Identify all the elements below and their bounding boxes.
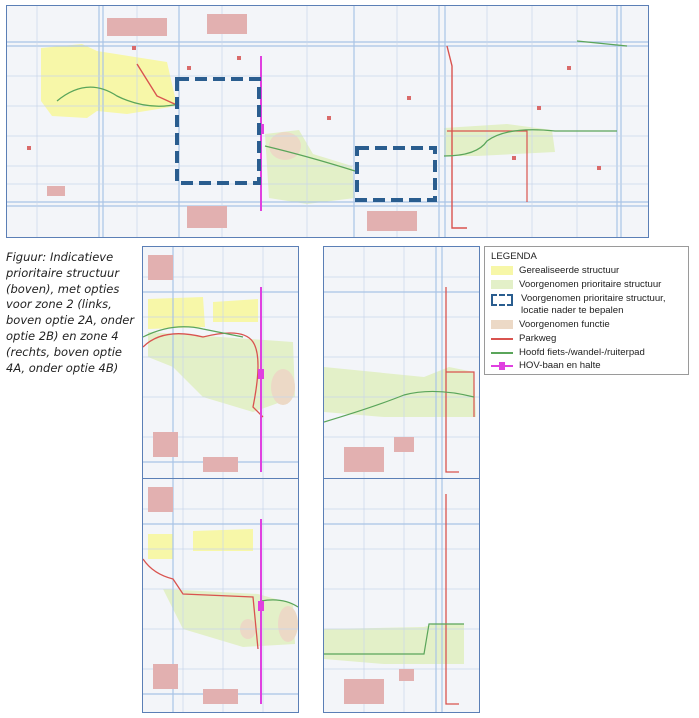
swatch-green <box>491 280 513 289</box>
map-legend <box>484 246 689 375</box>
map-option-4b <box>323 478 480 713</box>
legend-title: LEGENDA <box>491 251 537 262</box>
legend-item-voorgenomen <box>491 279 661 291</box>
planned-area-east <box>444 124 555 156</box>
map-option-2a <box>142 246 299 480</box>
map-option-2b <box>142 478 299 713</box>
legend-item-functie <box>491 319 610 331</box>
swatch-dashed-box <box>491 294 513 306</box>
legend-item-gerealiseerd <box>491 265 619 277</box>
legend-label: Voorgenomen prioritaire structuur <box>519 279 662 290</box>
legend-label: Parkweg <box>519 333 557 344</box>
legend-label: locatie nader te bepalen <box>521 304 624 316</box>
legend-label: Voorgenomen functie <box>519 319 610 330</box>
legend-label: Gerealiseerde structuur <box>519 265 620 276</box>
map-option-4b-svg <box>324 479 479 712</box>
swatch-tan <box>491 320 513 329</box>
legend-item-dashed <box>491 293 666 317</box>
map-option-4a <box>323 246 480 480</box>
swatch-red-line <box>491 338 513 340</box>
map-option-4a-svg <box>324 247 479 479</box>
legend-item-fietspad <box>491 347 645 359</box>
swatch-yellow <box>491 266 513 275</box>
legend-item-parkweg <box>491 333 556 345</box>
swatch-green-line <box>491 352 513 354</box>
map-option-2a-svg <box>143 247 298 479</box>
figure-caption: Figuur: Indicatieve prioritaire structuur (boven), met opties voor zone 2 (links, boven optie 2A, onder optie 2B) en zone 4 (rechts, boven optie 4A, onder optie 4B) <box>6 250 135 375</box>
map-overview-svg <box>7 6 648 237</box>
legend-label: Hoofd fiets-/wandel-/ruiterpad <box>519 347 645 358</box>
legend-item-hov <box>491 360 601 372</box>
map-overview <box>6 5 649 238</box>
swatch-hov <box>491 361 513 370</box>
map-option-2b-svg <box>143 479 298 712</box>
legend-label-wrap <box>521 293 666 316</box>
legend-label: Voorgenomen prioritaire structuur, <box>521 293 666 304</box>
legend-label: HOV-baan en halte <box>519 360 601 371</box>
